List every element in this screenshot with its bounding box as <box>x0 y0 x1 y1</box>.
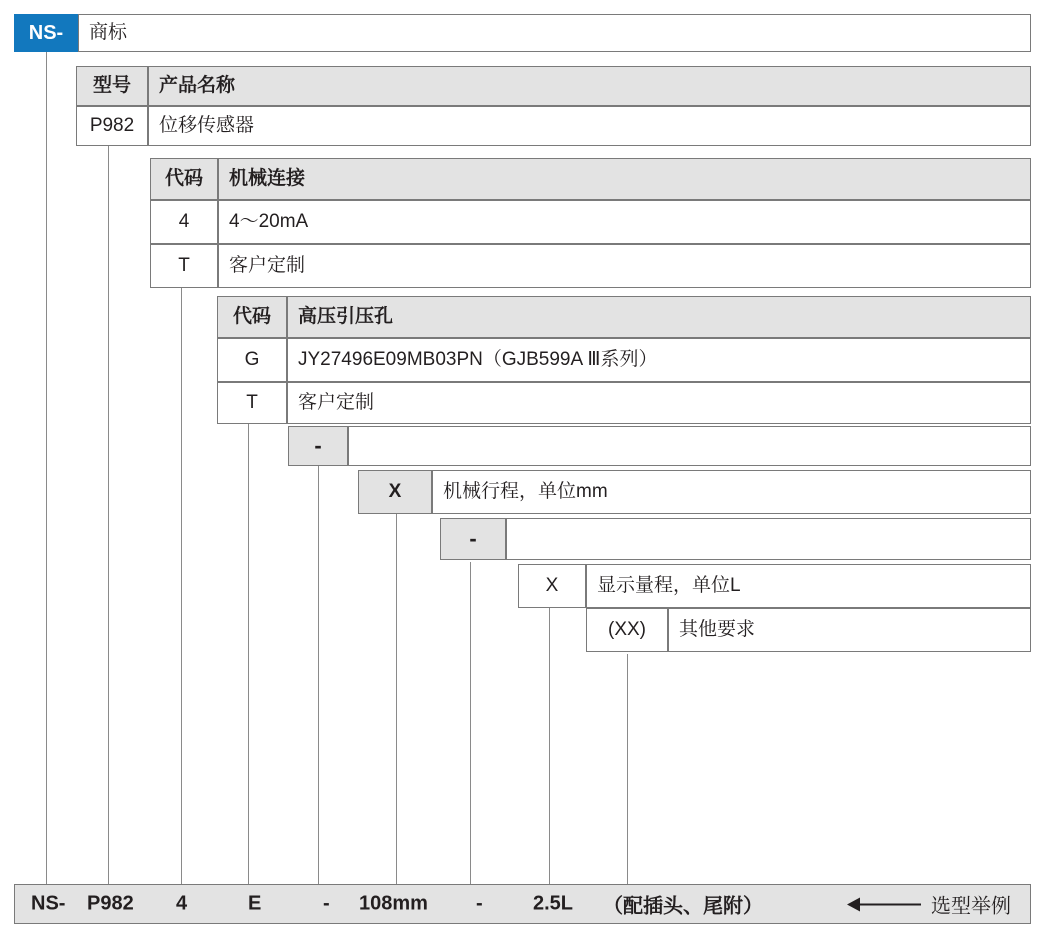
row-separator-2 <box>440 518 1031 560</box>
example-part-brand: NS- <box>31 892 66 915</box>
separator-dash-1: - <box>288 426 348 466</box>
connector-line-brand <box>46 50 47 884</box>
row-separator-1 <box>288 426 1031 466</box>
row-brand <box>14 14 1031 52</box>
arrow-line-icon <box>859 903 921 905</box>
example-part-dash1: - <box>323 892 330 915</box>
connector-line-stroke <box>396 514 397 884</box>
stroke-code: X <box>358 470 432 514</box>
example-part-other: （配插头、尾附） <box>603 895 763 918</box>
connector-line-range <box>549 608 550 884</box>
port-code-t: T <box>217 382 287 424</box>
row-model-header <box>76 66 1031 106</box>
other-requirement-code: (XX) <box>586 608 668 652</box>
example-part-stroke: 108mm <box>359 892 428 915</box>
connector-line-dash2 <box>470 562 471 884</box>
row-other-requirement <box>586 608 1031 652</box>
example-arrow <box>847 890 1011 919</box>
display-range-label: 显示量程，单位L <box>586 564 1031 608</box>
model-header-code: 型号 <box>76 66 148 106</box>
model-code: P982 <box>76 106 148 146</box>
connection-label-t: 客户定制 <box>218 244 1031 288</box>
row-connection-header <box>150 158 1031 200</box>
example-part-range: 2.5L <box>533 892 574 915</box>
connection-code-4: 4 <box>150 200 218 244</box>
row-port-t <box>217 382 1031 424</box>
stroke-label: 机械行程，单位mm <box>432 470 1031 514</box>
model-header-label: 产品名称 <box>148 66 1031 106</box>
connector-line-other <box>627 654 628 884</box>
row-port-header <box>217 296 1031 338</box>
port-header-code: 代码 <box>217 296 287 338</box>
example-part-port: E <box>248 892 262 915</box>
row-connection-t <box>150 244 1031 288</box>
connector-line-model <box>108 140 109 884</box>
connector-line-dash1 <box>318 466 319 884</box>
connection-header-label: 机械连接 <box>218 158 1031 200</box>
separator-2-blank <box>506 518 1031 560</box>
brand-label: 商标 <box>78 14 1031 52</box>
row-connection-4 <box>150 200 1031 244</box>
example-part-dash2: - <box>476 892 483 915</box>
example-part-connection: 4 <box>176 892 188 915</box>
port-code-g: G <box>217 338 287 382</box>
row-port-g <box>217 338 1031 382</box>
example-part-model: P982 <box>87 892 134 915</box>
separator-1-blank <box>348 426 1031 466</box>
model-label: 位移传感器 <box>148 106 1031 146</box>
display-range-code: X <box>518 564 586 608</box>
row-display-range <box>518 564 1031 608</box>
connection-label-4: 4～20mA <box>218 200 1031 244</box>
row-stroke <box>358 470 1031 514</box>
separator-dash-2: - <box>440 518 506 560</box>
port-label-g: JY27496E09MB03PN（GJB599A Ⅲ系列） <box>287 338 1031 382</box>
port-header-label: 高压引压孔 <box>287 296 1031 338</box>
connection-code-t: T <box>150 244 218 288</box>
connection-header-code: 代码 <box>150 158 218 200</box>
brand-code: NS- <box>14 14 78 52</box>
example-bar <box>14 884 1031 924</box>
other-requirement-label: 其他要求 <box>668 608 1031 652</box>
connector-line-connection <box>181 286 182 884</box>
row-model-p982 <box>76 106 1031 146</box>
port-label-t: 客户定制 <box>287 382 1031 424</box>
example-note: 选型举例 <box>931 895 1011 918</box>
connector-line-port <box>248 422 249 884</box>
